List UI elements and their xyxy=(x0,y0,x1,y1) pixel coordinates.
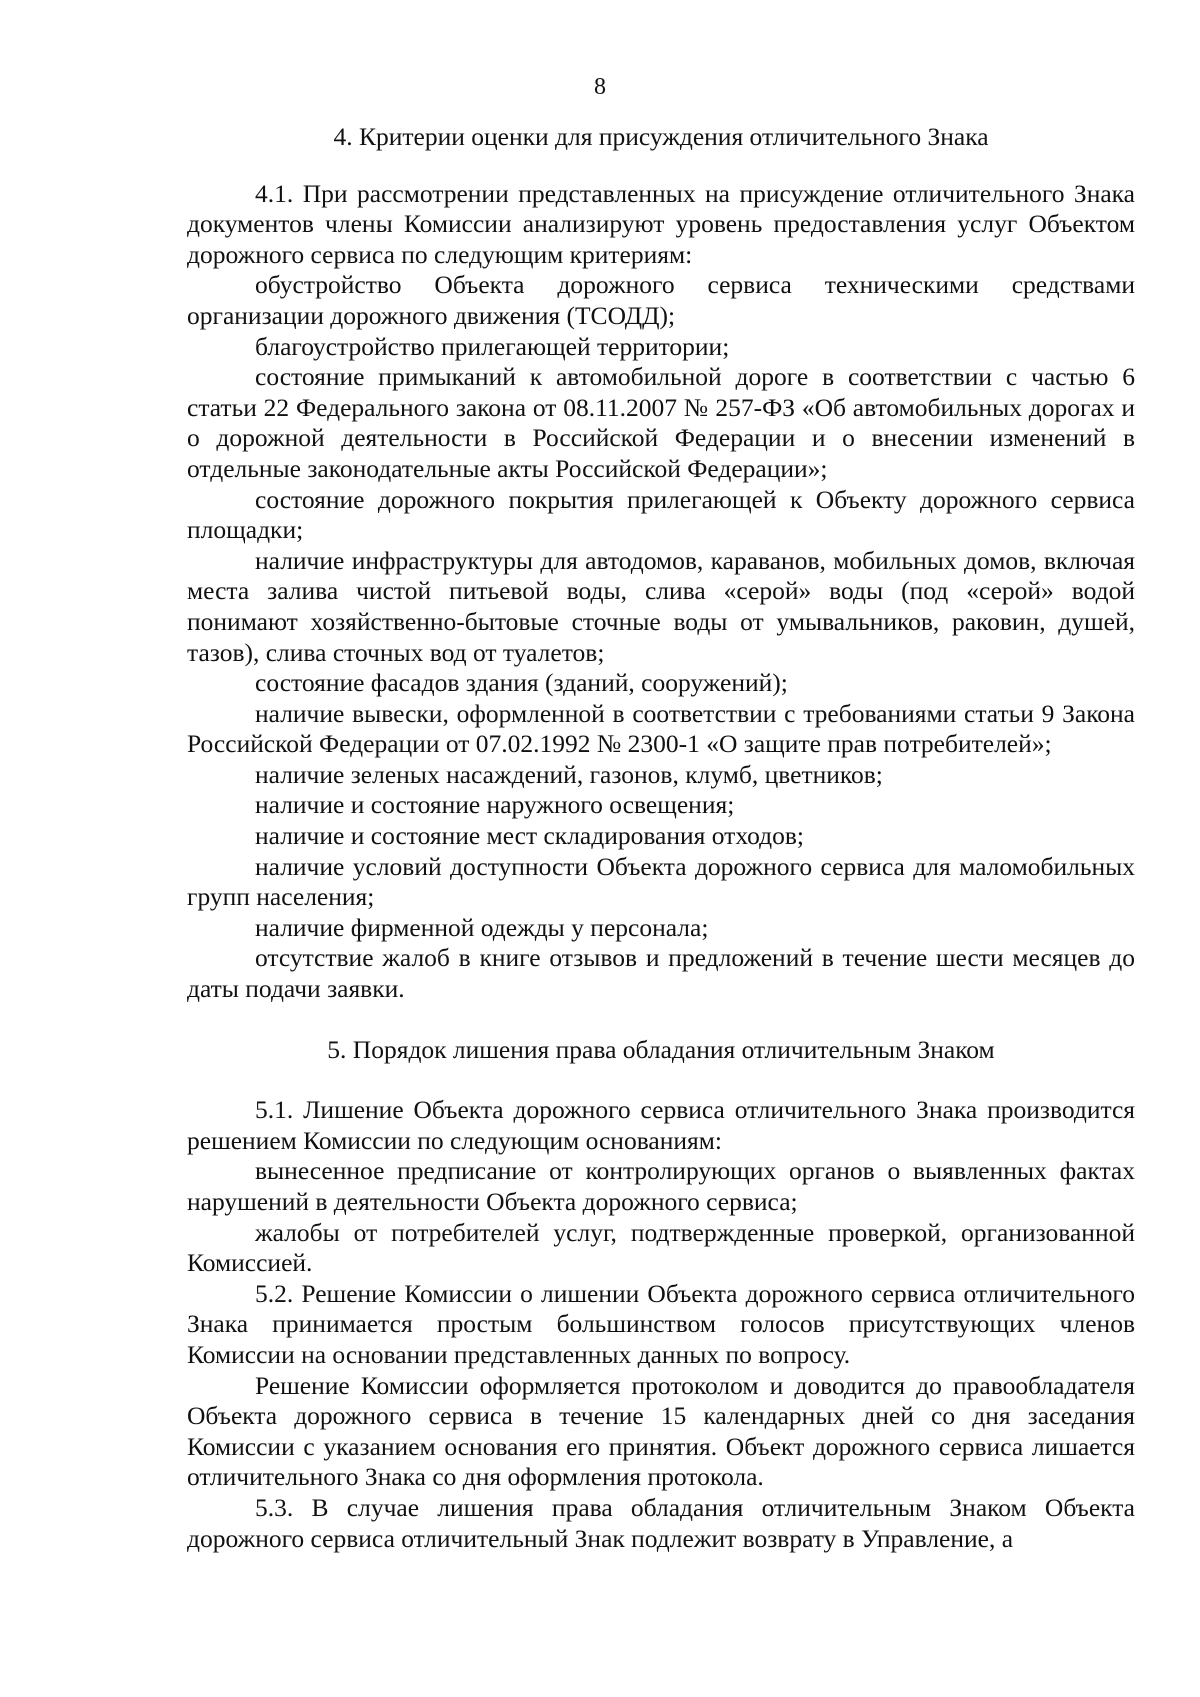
paragraph: наличие и состояние наружного освещения; xyxy=(255,790,735,820)
paragraph: благоустройство прилегающей территории; xyxy=(255,331,730,361)
paragraph: состояние фасадов здания (зданий, сооружений); xyxy=(255,668,788,698)
paragraph: 5.1. Лишение Объекта дорожного сервиса отличительного Знака производится решением Комиссии по следующим основаниям: xyxy=(187,1095,1135,1155)
paragraph: обустройство Объекта дорожного сервиса техническими средствами организации дорожного движения (ТСОДД); xyxy=(187,270,1135,330)
paragraph: наличие условий доступности Объекта дорожного сервиса для маломобильных групп населения; xyxy=(187,851,1135,912)
paragraph: наличие и состояние мест складирования отходов; xyxy=(255,821,804,851)
paragraph: состояние дорожного покрытия прилегающей к Объекту дорожного сервиса площадки; xyxy=(187,484,1135,545)
section-4-heading: 4. Критерии оценки для присуждения отличительного Знака xyxy=(333,122,989,151)
paragraph: жалобы от потребителей услуг, подтвержденные проверкой, организованной Комиссией. xyxy=(187,1217,1135,1278)
paragraph: Решение Комиссии оформляется протоколом и доводится до правообладателя Объекта дорожного сервиса в течение 15 календарных дней со дня заседания Комиссии с указанием основания его принятия. Объект дорожного сервиса лишается отличительного Знака со дня оформления протокола. xyxy=(187,1370,1135,1492)
paragraph: наличие зеленых насаждений, газонов, клумб, цветников; xyxy=(255,759,883,789)
paragraph: 4.1. При рассмотрении представленных на присуждение отличительного Знака документов члены Комиссии анализируют уровень предоставления услуг Объектом дорожного сервиса по следующим критериям: xyxy=(187,178,1135,269)
paragraph: вынесенное предписание от контролирующих органов о выявленных фактах нарушений в деятельности Объекта дорожного сервиса; xyxy=(187,1156,1135,1216)
paragraph: 5.2. Решение Комиссии о лишении Объекта дорожного сервиса отличительного Знака принимается простым большинством голосов присутствующих членов Комиссии на основании представленных данных по вопросу. xyxy=(187,1278,1135,1369)
paragraph: наличие фирменной одежды у персонала; xyxy=(255,912,709,942)
paragraph: состояние примыканий к автомобильной дороге в соответствии с частью 6 статьи 22 Федерального закона от 08.11.2007 № 257-ФЗ «Об автомобильных дорогах и о дорожной деятельности в Российской Федерации и о внесении изменений в отдельные законодательные акты Российской Федерации»; xyxy=(187,362,1135,483)
page-number: 8 xyxy=(594,74,606,100)
section-5-body xyxy=(187,1095,1135,1554)
paragraph: 5.3. В случае лишения права обладания отличительным Знаком Объекта дорожного сервиса отличительный Знак подлежит возврату в Управление, а xyxy=(187,1492,1135,1553)
paragraph: наличие инфраструктуры для автодомов, караванов, мобильных домов, включая места залива чистой питьевой воды, слива «серой» воды (под «серой» водой понимают хозяйственно-бытовые сточные воды от умывальников, раковин, душей, тазов), слива сточных вод от туалетов; xyxy=(187,545,1135,667)
paragraph: наличие вывески, оформленной в соответствии с требованиями статьи 9 Закона Российской Федерации от 07.02.1992 № 2300-1 «О защите прав потребителей»; xyxy=(187,698,1135,759)
section-5-heading: 5. Порядок лишения права обладания отличительным Знаком xyxy=(327,1034,995,1064)
section-4-body xyxy=(187,179,1135,1005)
paragraph: отсутствие жалоб в книге отзывов и предложений в течение шести месяцев до даты подачи заявки. xyxy=(187,943,1135,1004)
document-body xyxy=(187,116,1135,1554)
